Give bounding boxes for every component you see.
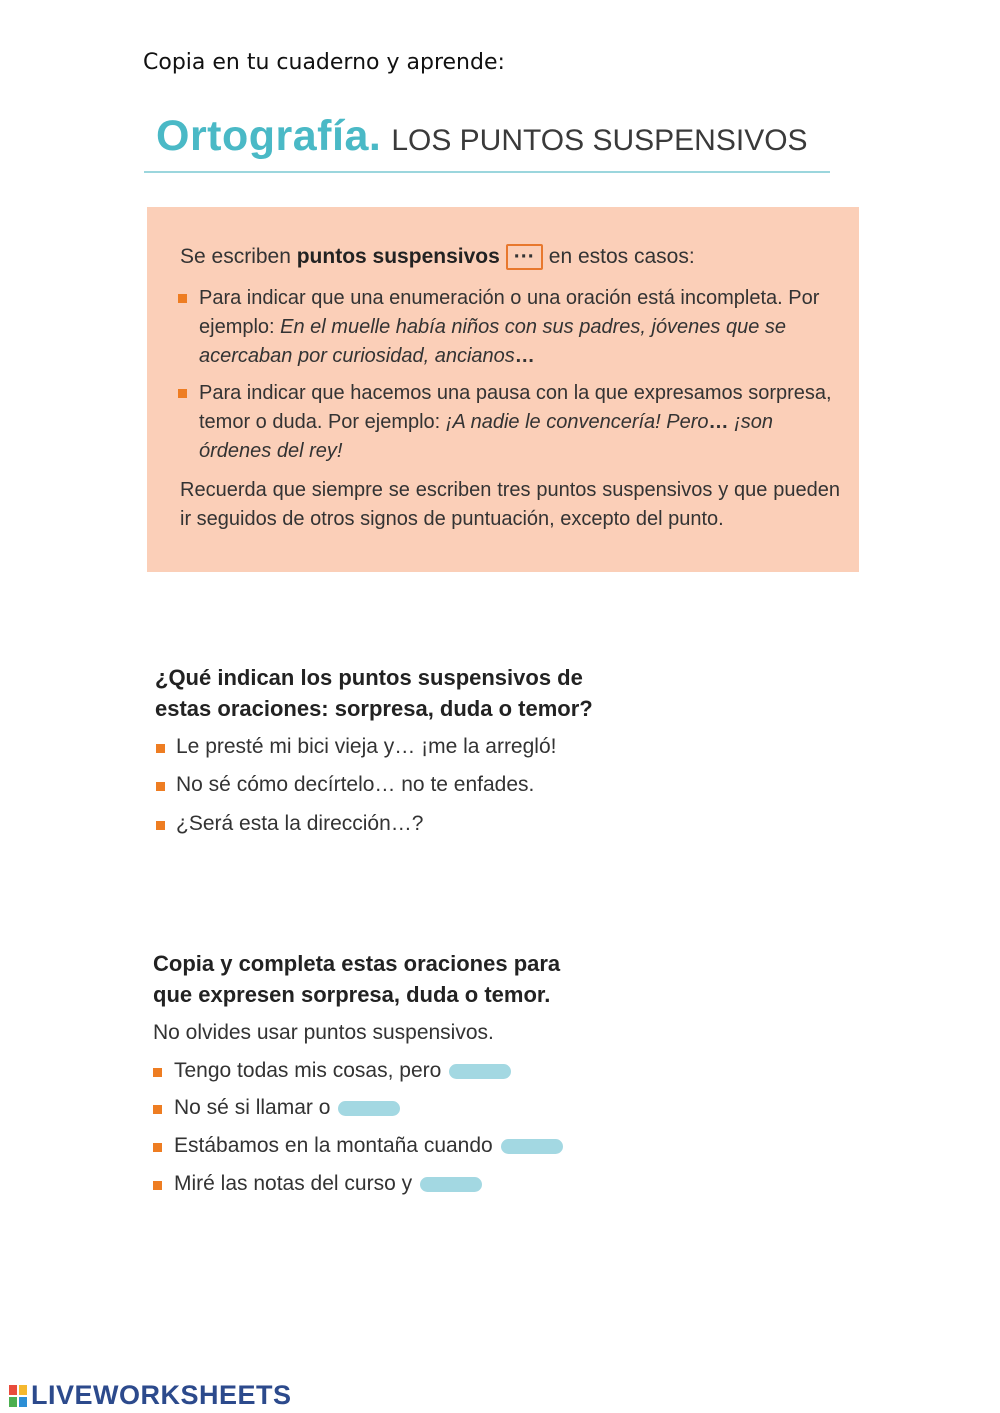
answer-blank[interactable] [420,1177,482,1192]
rule-intro-bold: puntos suspensivos [296,245,500,268]
bullet-square-icon [153,1068,162,1077]
ellipsis-box: ··· [506,244,543,270]
liveworksheets-logo-icon [8,1384,28,1408]
answer-blank[interactable] [501,1139,563,1154]
exercise2-item [174,1059,511,1083]
liveworksheets-logo-text: LIVEWORKSHEETS [31,1380,292,1410]
rule-intro-after: en estos casos: [548,245,695,268]
title-main: Ortografía. [156,112,382,160]
rule-intro-before: Se escriben [180,245,297,268]
bullet-square-icon [178,294,187,303]
rule-case-1-ending: … [514,345,535,367]
rule-case-2-text: Para indicar que hacemos una pausa con la que expresamos sorpresa, temor o duda. Por ejemplo: [199,382,832,433]
bullet-square-icon [156,821,165,830]
rule-case-1-text: Para indicar que una enumeración o una oración está incompleta. Por ejemplo: [199,287,820,338]
rule-case-2-example2: ¡son órdenes del rey! [199,411,774,462]
bullet-square-icon [156,782,165,791]
exercise2-item [174,1134,563,1158]
bullet-square-icon [153,1105,162,1114]
rule-case-2-example: ¡A nadie le convencería! Pero [445,411,709,433]
exercise2-item-text: Miré las notas del curso y [174,1172,413,1195]
instruction-text: Copia en tu cuaderno y aprende: [143,50,505,75]
exercise2-item-text: No sé si llamar o [174,1096,331,1119]
exercise1-item: Le presté mi bici vieja y… ¡me la arregló! [176,735,557,758]
liveworksheets-logo [8,1380,292,1411]
title-underline [144,171,830,173]
page-title [156,112,808,161]
bullet-square-icon [153,1181,162,1190]
exercise2-title [153,948,560,1010]
answer-blank[interactable] [449,1064,511,1079]
exercise1-item: No sé cómo decírtelo… no te enfades. [176,773,535,796]
exercise2-title-line2: que expresen sorpresa, duda o temor. [153,982,551,1007]
exercise2-title-line1: Copia y completa estas oraciones para [153,951,561,976]
rule-note: Recuerda que siempre se escriben tres puntos suspensivos y que pueden ir seguidos de otros signos de puntuación, excepto del punto. [180,479,840,530]
exercise2-item [174,1096,400,1120]
rule-case-2 [199,379,841,466]
exercise2-item [174,1172,482,1196]
exercise1-item: ¿Será esta la dirección…? [176,812,424,835]
rule-case-1-example: En el muelle había niños con sus padres, jóvenes que se acercaban por curiosidad, ancianos [199,316,787,367]
bullet-square-icon [153,1143,162,1152]
rule-intro [180,244,695,270]
exercise1-title-line1: ¿Qué indican los puntos suspensivos de [155,665,583,690]
exercise1-title-line2: estas oraciones: sorpresa, duda o temor? [155,696,593,721]
exercise2-item-text: Tengo todas mis cosas, pero [174,1059,442,1082]
exercise2-item-text: Estábamos en la montaña cuando [174,1134,493,1157]
exercise2-subtitle: No olvides usar puntos suspensivos. [153,1021,494,1044]
rule-case-1 [199,284,841,371]
bullet-square-icon [156,744,165,753]
rule-case-2-ending: … [708,411,729,433]
title-sub: LOS PUNTOS SUSPENSIVOS [391,124,808,157]
answer-blank[interactable] [338,1101,400,1116]
bullet-square-icon [178,389,187,398]
exercise1-title [155,662,593,724]
